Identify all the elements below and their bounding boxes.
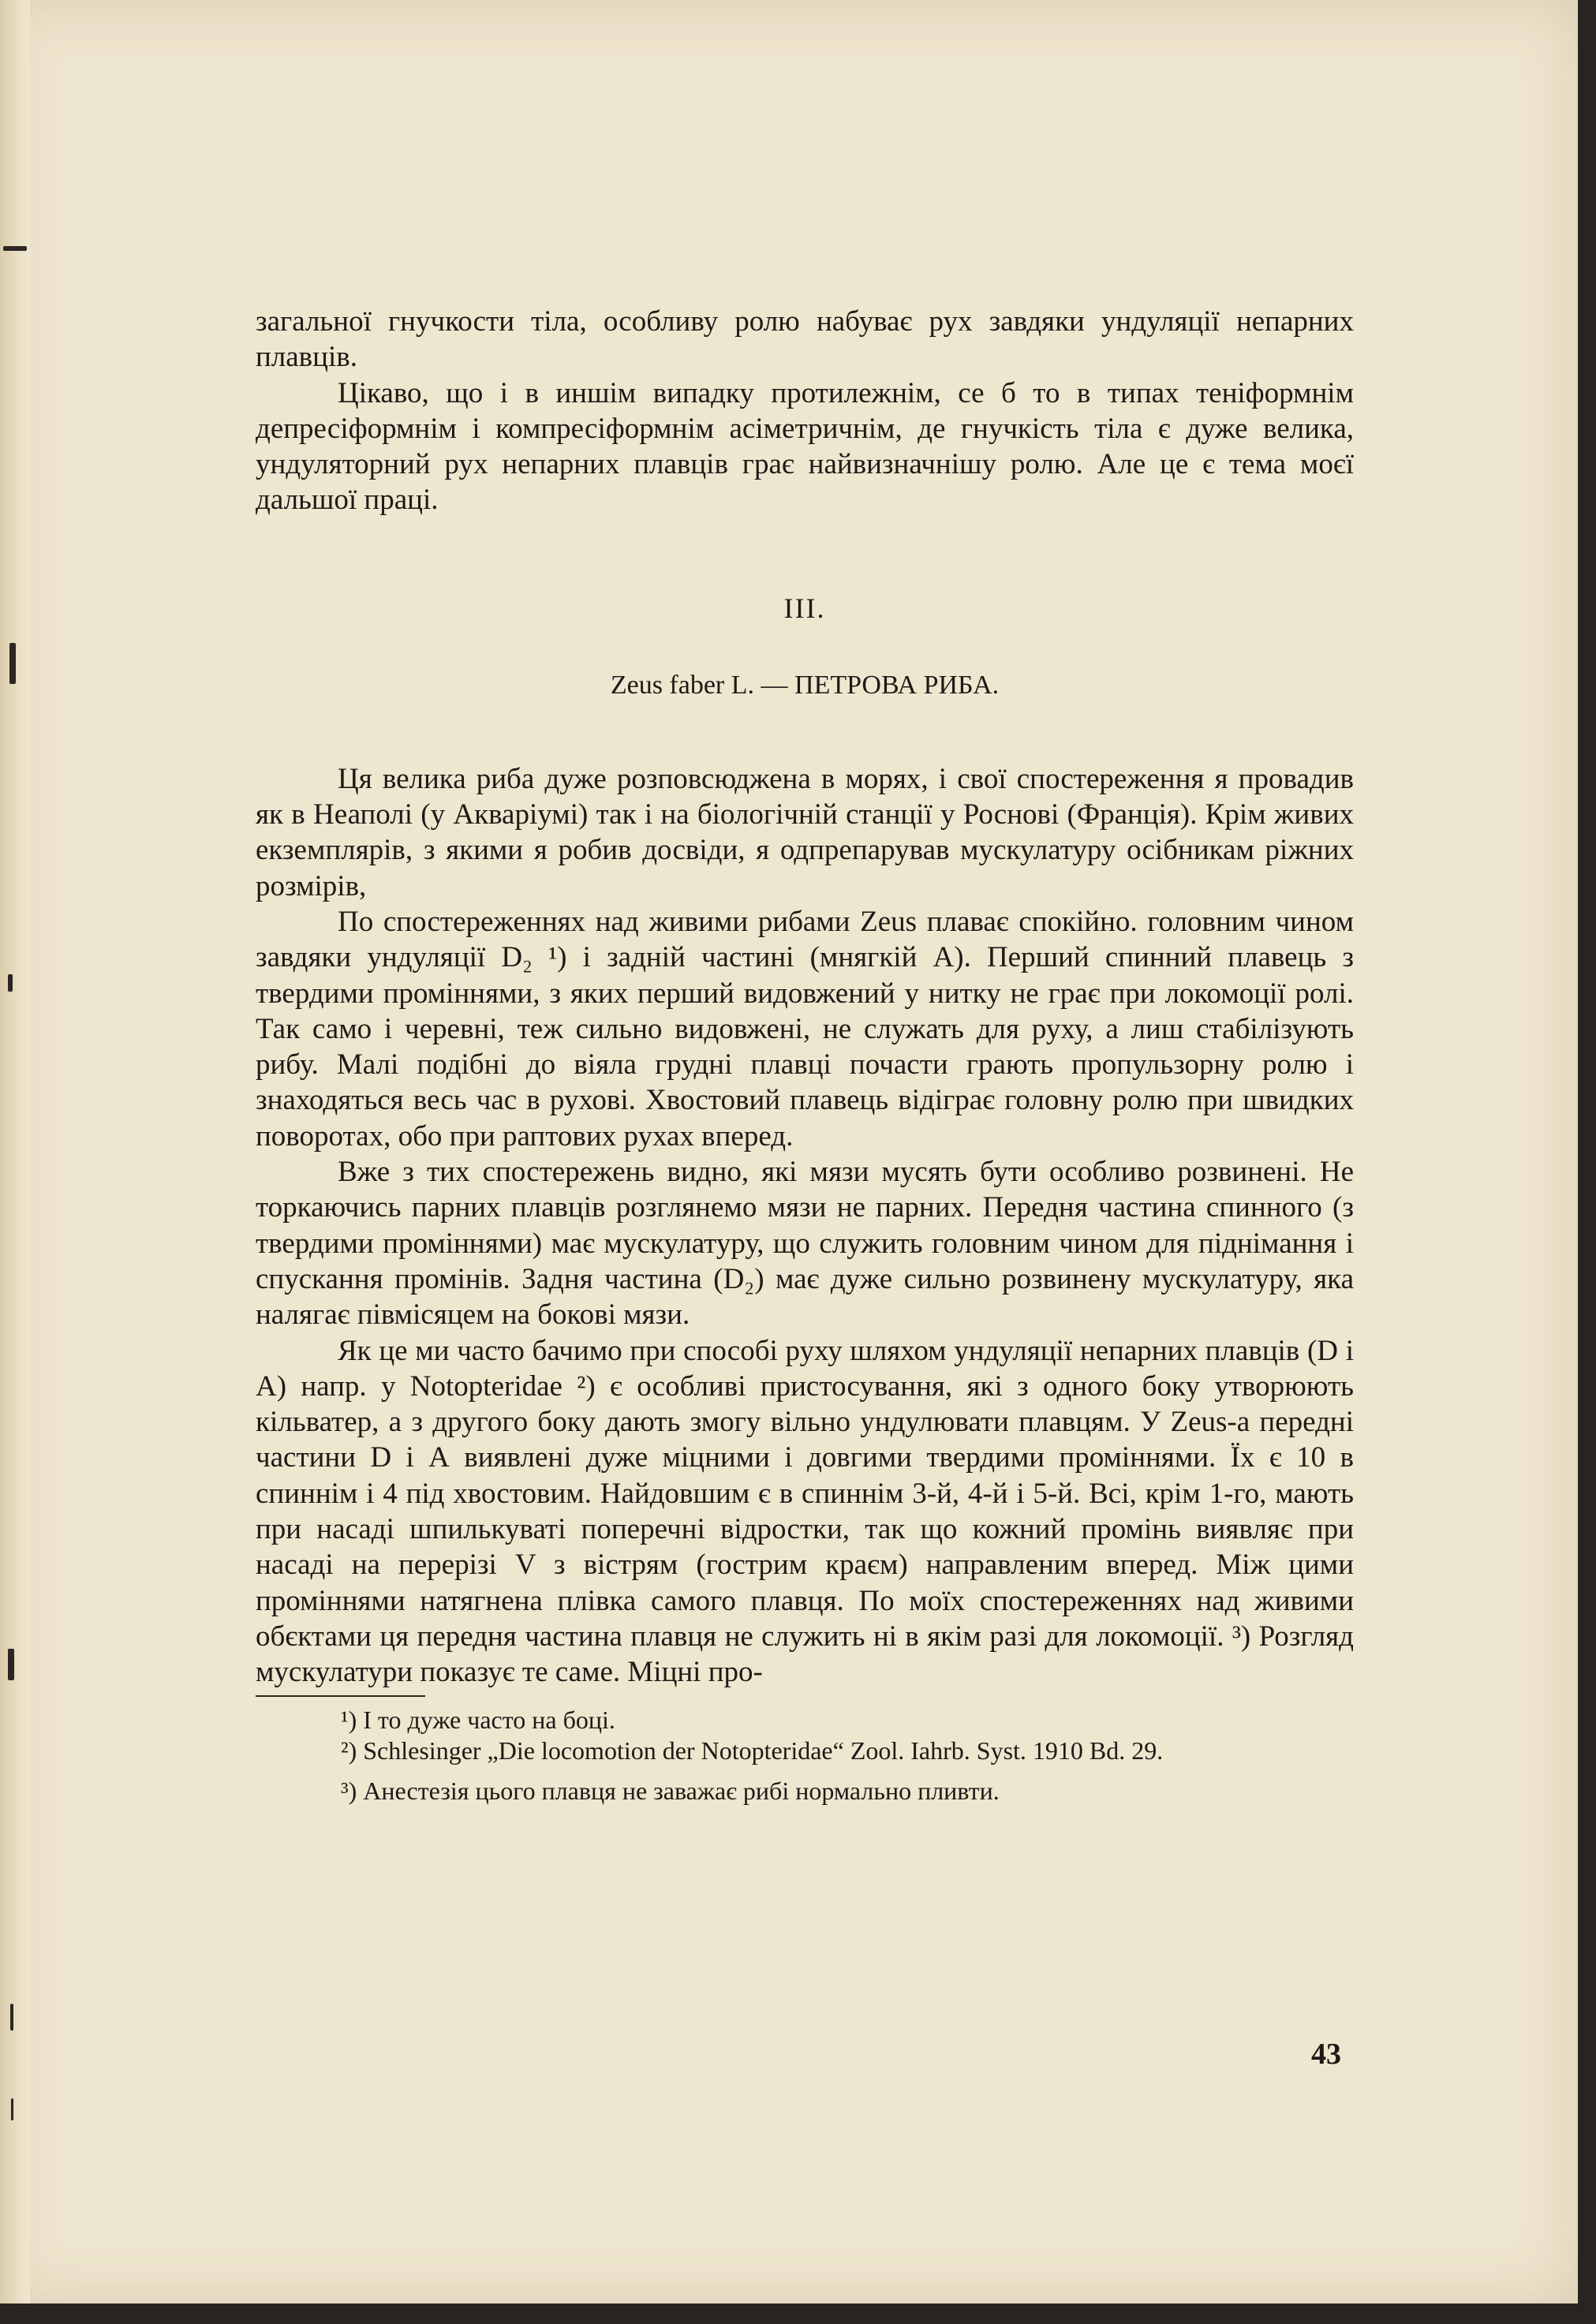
body-paragraph-4: Як це ми часто бачимо при способі руху шляхом ундуляції непарних плавців (D і А) напр. у Notopteridae ²) є особливі пристосування, які з одного боку утворюють кільватер, а з другого боку дають змогу вільно ундулювати плавцям. У Zeus-а передні частини D і А виявлені дуже міцними і довгими твердими проміннями. Їх є 10 в спиннім і 4 під хвостовим. Найдовшим є в спиннім 3-й, 4-й і 5-й. Всі, крім 1-го, мають при насаді шпилькуваті поперечні відростки, так що кожний промінь виявляє при насаді на перерізі V з вістрям (гострим краєм) направленим вперед. Між цими проміннями натягнена плівка самого плавця. По моїх спостереженнях над живими обєктами ця передня частина плавця не служить ні в якім разі для локомоції. ³) Розгляд мускулатури показує те саме. Міцні про- <box>256 1334 1354 1689</box>
section-spacer <box>256 703 1354 761</box>
binding-mark <box>3 246 27 251</box>
binding-mark <box>10 2004 13 2031</box>
footnote-3: ³) Анестезія цього плавця не заважає рибі нормально пливти. <box>341 1776 1000 1805</box>
section-numeral: III. <box>783 592 826 624</box>
binding-mark <box>8 1649 14 1680</box>
footnote-1: ¹) І то дуже часто на боці. <box>341 1705 615 1734</box>
body-paragraph-2: По спостереженнях над живими рибами Zeus плаває спокійно. головним чином завдяки ундуляції D₂ ¹) і задній частині (мнягкій А). Перший спинний плавець з твердими проміннями, з яких перший видовжений у нитку не грає при локомоції ролі. Так само і черевні, теж сильно видовжені, не служать для руху, а лиш стабілізують рибу. Малі подібні до віяла грудні плавці почасти грають пропульзорну ролю і знаходяться весь час в рухові. Хвостовий плавець відіграє головну ролю при швидких поворотах, обо при раптових рухах вперед. <box>256 905 1354 1153</box>
page-text-block <box>256 304 1354 1807</box>
section-title: Zeus faber L. — ПЕТРОВА РИБА. <box>610 670 1000 700</box>
footnote-rule <box>256 1695 425 1697</box>
footnotes <box>256 1705 1354 1807</box>
binding-edge <box>0 0 30 2303</box>
binding-mark <box>9 643 16 684</box>
binding-mark <box>8 974 13 992</box>
intro-paragraph: Цікаво, що і в иншім випадку протилежнім, се б то в типах теніформнім депресіформнім і компресіформнім асіметричнім, де гнучкість тіла є дуже велика, ундуляторний рух непарних плавців грає найвизначнішу ролю. Але це є тема моєї дальшої праці. <box>256 376 1354 517</box>
body-paragraph-1: Ця велика риба дуже розповсюджена в морях, і свої спостереження я провадив як в Неаполі (у Акваріумі) так і на біологічній станції у Роснові (Франція). Крім живих екземплярів, з якими я робив досвіди, я одпрепарував мускулатуру осібникам ріжних розмірів, <box>256 762 1354 902</box>
binding-mark <box>11 2098 13 2120</box>
intro-paragraph-continued: загальної гнучкости тіла, особливу ролю набуває рух завдяки ундуляції непарних плавців. <box>256 305 1354 374</box>
body-paragraph-3: Вже з тих спостережень видно, які мязи мусять бути особливо розвинені. Не торкаючись парних плавців розглянемо мязи не парних. Передня частина спинного (з твердими проміннями) має мускулатуру, що служить головним чином для піднімання і спускання промінів. Задня частина (D₂) має дуже сильно розвинену мускулатуру, яка налягає півмісяцем на бокові мязи. <box>256 1156 1354 1332</box>
page-number: 43 <box>1311 2038 1341 2071</box>
footnote-2: ²) Schlesinger „Die locomotion der Notopteridae“ Zool. Iahrb. Syst. 1910 Bd. 29. <box>341 1736 1164 1765</box>
